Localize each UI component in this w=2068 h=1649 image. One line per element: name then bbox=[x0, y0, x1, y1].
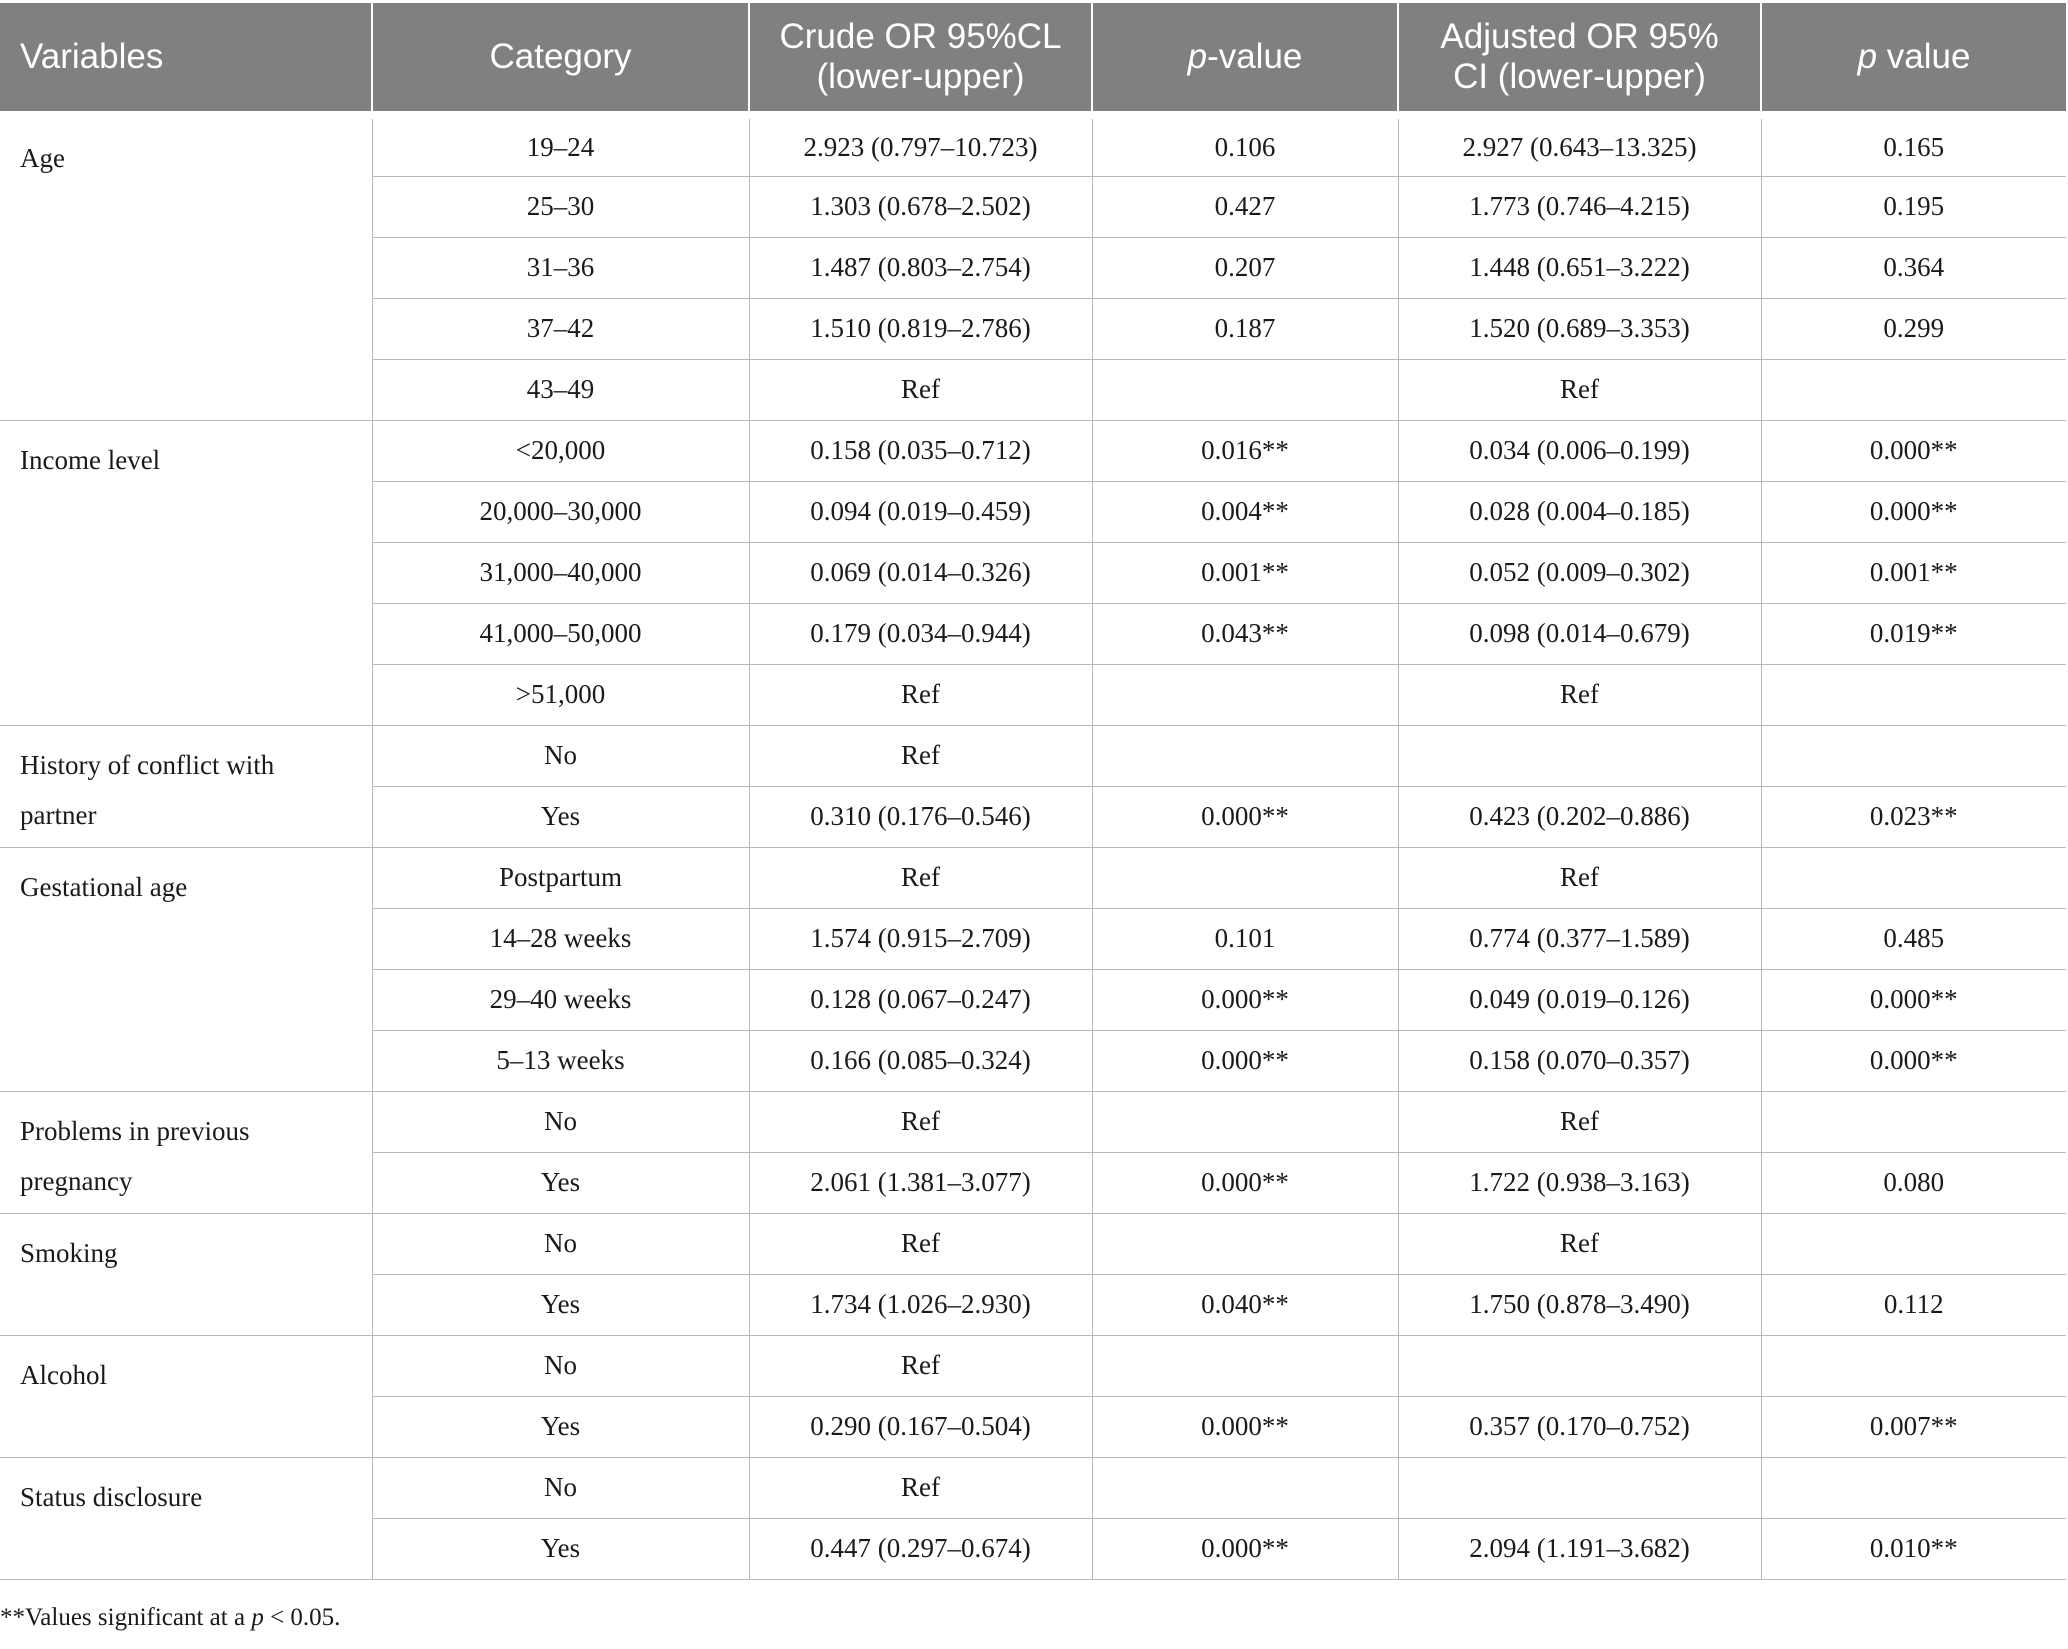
footnote-italic: p bbox=[251, 1604, 264, 1631]
cell-category: Yes bbox=[372, 1152, 749, 1213]
cell-adjusted-or: 1.722 (0.938–3.163) bbox=[1398, 1152, 1761, 1213]
cell-p-value-crude: 0.207 bbox=[1092, 237, 1398, 298]
cell-p-value-crude: 0.427 bbox=[1092, 176, 1398, 237]
header-p1-italic: p bbox=[1187, 37, 1208, 76]
cell-category: 37–42 bbox=[372, 298, 749, 359]
cell-variable: Alcohol bbox=[0, 1335, 372, 1457]
cell-category: No bbox=[372, 725, 749, 786]
cell-adjusted-or: 1.773 (0.746–4.215) bbox=[1398, 176, 1761, 237]
cell-category: No bbox=[372, 1213, 749, 1274]
cell-adjusted-or: 1.750 (0.878–3.490) bbox=[1398, 1274, 1761, 1335]
cell-p-value-adjusted bbox=[1761, 1213, 2066, 1274]
cell-p-value-crude: 0.004** bbox=[1092, 481, 1398, 542]
footnote-prefix: **Values significant at a bbox=[0, 1604, 252, 1631]
cell-crude-or: Ref bbox=[749, 725, 1092, 786]
cell-variable: History of conflict with partner bbox=[0, 725, 372, 847]
cell-adjusted-or: 0.098 (0.014–0.679) bbox=[1398, 603, 1761, 664]
cell-crude-or: 1.734 (1.026–2.930) bbox=[749, 1274, 1092, 1335]
cell-crude-or: 0.069 (0.014–0.326) bbox=[749, 542, 1092, 603]
cell-p-value-adjusted: 0.485 bbox=[1761, 908, 2066, 969]
cell-category: 43–49 bbox=[372, 359, 749, 420]
cell-p-value-adjusted bbox=[1761, 664, 2066, 725]
cell-p-value-crude: 0.000** bbox=[1092, 1396, 1398, 1457]
cell-adjusted-or: 0.158 (0.070–0.357) bbox=[1398, 1030, 1761, 1091]
cell-category: 25–30 bbox=[372, 176, 749, 237]
footnote bbox=[0, 1604, 340, 1632]
cell-p-value-adjusted: 0.299 bbox=[1761, 298, 2066, 359]
results-table-container bbox=[0, 3, 2066, 1580]
cell-category: 5–13 weeks bbox=[372, 1030, 749, 1091]
cell-p-value-adjusted: 0.019** bbox=[1761, 603, 2066, 664]
cell-variable: Income level bbox=[0, 420, 372, 725]
table-row bbox=[0, 847, 2066, 908]
header-crude-or bbox=[749, 3, 1092, 115]
cell-p-value-crude: 0.040** bbox=[1092, 1274, 1398, 1335]
cell-adjusted-or bbox=[1398, 1335, 1761, 1396]
cell-p-value-crude: 0.000** bbox=[1092, 969, 1398, 1030]
cell-category: >51,000 bbox=[372, 664, 749, 725]
cell-p-value-adjusted bbox=[1761, 359, 2066, 420]
cell-adjusted-or bbox=[1398, 725, 1761, 786]
cell-category: 31–36 bbox=[372, 237, 749, 298]
cell-p-value-adjusted: 0.000** bbox=[1761, 969, 2066, 1030]
cell-adjusted-or: 0.028 (0.004–0.185) bbox=[1398, 481, 1761, 542]
table-row bbox=[0, 115, 2066, 176]
cell-crude-or: 0.094 (0.019–0.459) bbox=[749, 481, 1092, 542]
cell-crude-or: 0.290 (0.167–0.504) bbox=[749, 1396, 1092, 1457]
table-row bbox=[0, 725, 2066, 786]
cell-p-value-crude bbox=[1092, 725, 1398, 786]
cell-variable: Age bbox=[0, 115, 372, 420]
cell-variable: Problems in previous pregnancy bbox=[0, 1091, 372, 1213]
cell-crude-or: 0.310 (0.176–0.546) bbox=[749, 786, 1092, 847]
header-p1-rest: -value bbox=[1207, 37, 1303, 76]
cell-crude-or: 0.128 (0.067–0.247) bbox=[749, 969, 1092, 1030]
cell-category: No bbox=[372, 1091, 749, 1152]
cell-category: No bbox=[372, 1457, 749, 1518]
cell-adjusted-or: Ref bbox=[1398, 847, 1761, 908]
odds-ratio-table bbox=[0, 3, 2066, 1580]
cell-category: 14–28 weeks bbox=[372, 908, 749, 969]
cell-category: Yes bbox=[372, 1396, 749, 1457]
cell-adjusted-or: 1.520 (0.689–3.353) bbox=[1398, 298, 1761, 359]
table-row bbox=[0, 1457, 2066, 1518]
cell-p-value-adjusted bbox=[1761, 1335, 2066, 1396]
cell-crude-or: 0.158 (0.035–0.712) bbox=[749, 420, 1092, 481]
cell-p-value-crude: 0.000** bbox=[1092, 786, 1398, 847]
cell-p-value-crude: 0.000** bbox=[1092, 1152, 1398, 1213]
cell-p-value-adjusted: 0.000** bbox=[1761, 420, 2066, 481]
cell-adjusted-or: Ref bbox=[1398, 664, 1761, 725]
cell-adjusted-or: 1.448 (0.651–3.222) bbox=[1398, 237, 1761, 298]
cell-p-value-adjusted: 0.195 bbox=[1761, 176, 2066, 237]
footnote-suffix: < 0.05. bbox=[263, 1604, 341, 1631]
table-row bbox=[0, 420, 2066, 481]
cell-p-value-crude: 0.187 bbox=[1092, 298, 1398, 359]
table-row bbox=[0, 1335, 2066, 1396]
cell-crude-or: Ref bbox=[749, 359, 1092, 420]
cell-p-value-crude bbox=[1092, 1213, 1398, 1274]
cell-category: 19–24 bbox=[372, 115, 749, 176]
cell-p-value-crude bbox=[1092, 359, 1398, 420]
cell-adjusted-or: Ref bbox=[1398, 1091, 1761, 1152]
cell-adjusted-or: 0.049 (0.019–0.126) bbox=[1398, 969, 1761, 1030]
cell-crude-or: 1.487 (0.803–2.754) bbox=[749, 237, 1092, 298]
header-p2-italic: p bbox=[1857, 37, 1878, 76]
cell-p-value-adjusted: 0.364 bbox=[1761, 237, 2066, 298]
cell-p-value-crude: 0.016** bbox=[1092, 420, 1398, 481]
cell-crude-or: 2.923 (0.797–10.723) bbox=[749, 115, 1092, 176]
cell-crude-or: Ref bbox=[749, 1457, 1092, 1518]
cell-p-value-adjusted: 0.023** bbox=[1761, 786, 2066, 847]
cell-crude-or: 0.179 (0.034–0.944) bbox=[749, 603, 1092, 664]
cell-category: Yes bbox=[372, 786, 749, 847]
cell-p-value-crude bbox=[1092, 1091, 1398, 1152]
cell-crude-or: 1.510 (0.819–2.786) bbox=[749, 298, 1092, 359]
table-header-row bbox=[0, 3, 2066, 115]
header-crude-or-line2: (lower-upper) bbox=[816, 57, 1025, 96]
cell-adjusted-or: Ref bbox=[1398, 359, 1761, 420]
cell-p-value-adjusted: 0.080 bbox=[1761, 1152, 2066, 1213]
header-p-value-adjusted bbox=[1761, 3, 2066, 115]
cell-p-value-crude: 0.001** bbox=[1092, 542, 1398, 603]
cell-category: Yes bbox=[372, 1518, 749, 1579]
cell-category: 41,000–50,000 bbox=[372, 603, 749, 664]
cell-p-value-adjusted bbox=[1761, 847, 2066, 908]
cell-crude-or: Ref bbox=[749, 1091, 1092, 1152]
cell-p-value-crude: 0.000** bbox=[1092, 1518, 1398, 1579]
cell-adjusted-or: 0.052 (0.009–0.302) bbox=[1398, 542, 1761, 603]
cell-variable: Status disclosure bbox=[0, 1457, 372, 1579]
header-p-value-crude bbox=[1092, 3, 1398, 115]
cell-p-value-crude bbox=[1092, 1457, 1398, 1518]
table-row bbox=[0, 1213, 2066, 1274]
cell-p-value-crude: 0.101 bbox=[1092, 908, 1398, 969]
cell-crude-or: 1.303 (0.678–2.502) bbox=[749, 176, 1092, 237]
cell-adjusted-or: 2.927 (0.643–13.325) bbox=[1398, 115, 1761, 176]
cell-crude-or: Ref bbox=[749, 1335, 1092, 1396]
cell-p-value-crude: 0.043** bbox=[1092, 603, 1398, 664]
cell-crude-or: 1.574 (0.915–2.709) bbox=[749, 908, 1092, 969]
cell-adjusted-or: 0.423 (0.202–0.886) bbox=[1398, 786, 1761, 847]
header-adjusted-or-line1: Adjusted OR 95% bbox=[1440, 17, 1719, 56]
cell-p-value-crude bbox=[1092, 664, 1398, 725]
cell-adjusted-or: Ref bbox=[1398, 1213, 1761, 1274]
cell-adjusted-or bbox=[1398, 1457, 1761, 1518]
cell-p-value-adjusted bbox=[1761, 725, 2066, 786]
cell-category: 31,000–40,000 bbox=[372, 542, 749, 603]
header-variables: Variables bbox=[0, 3, 372, 115]
cell-adjusted-or: 2.094 (1.191–3.682) bbox=[1398, 1518, 1761, 1579]
cell-category: Postpartum bbox=[372, 847, 749, 908]
cell-adjusted-or: 0.357 (0.170–0.752) bbox=[1398, 1396, 1761, 1457]
cell-p-value-crude bbox=[1092, 1335, 1398, 1396]
cell-p-value-adjusted: 0.000** bbox=[1761, 1030, 2066, 1091]
header-crude-or-line1: Crude OR 95%CL bbox=[779, 17, 1062, 56]
cell-p-value-adjusted: 0.000** bbox=[1761, 481, 2066, 542]
cell-p-value-crude: 0.106 bbox=[1092, 115, 1398, 176]
cell-adjusted-or: 0.774 (0.377–1.589) bbox=[1398, 908, 1761, 969]
cell-p-value-adjusted bbox=[1761, 1091, 2066, 1152]
cell-p-value-adjusted: 0.112 bbox=[1761, 1274, 2066, 1335]
header-adjusted-or-line2: CI (lower-upper) bbox=[1453, 57, 1706, 96]
cell-adjusted-or: 0.034 (0.006–0.199) bbox=[1398, 420, 1761, 481]
header-adjusted-or bbox=[1398, 3, 1761, 115]
cell-variable: Gestational age bbox=[0, 847, 372, 1091]
cell-crude-or: Ref bbox=[749, 664, 1092, 725]
cell-category: No bbox=[372, 1335, 749, 1396]
cell-variable: Smoking bbox=[0, 1213, 372, 1335]
header-p2-rest: value bbox=[1877, 37, 1971, 76]
cell-p-value-adjusted bbox=[1761, 1457, 2066, 1518]
cell-category: Yes bbox=[372, 1274, 749, 1335]
header-category: Category bbox=[372, 3, 749, 115]
cell-crude-or: 0.447 (0.297–0.674) bbox=[749, 1518, 1092, 1579]
cell-p-value-crude: 0.000** bbox=[1092, 1030, 1398, 1091]
cell-p-value-adjusted: 0.165 bbox=[1761, 115, 2066, 176]
cell-p-value-adjusted: 0.001** bbox=[1761, 542, 2066, 603]
table-body bbox=[0, 115, 2066, 1579]
cell-crude-or: 0.166 (0.085–0.324) bbox=[749, 1030, 1092, 1091]
cell-category: 29–40 weeks bbox=[372, 969, 749, 1030]
cell-category: 20,000–30,000 bbox=[372, 481, 749, 542]
cell-crude-or: 2.061 (1.381–3.077) bbox=[749, 1152, 1092, 1213]
table-row bbox=[0, 1091, 2066, 1152]
cell-p-value-adjusted: 0.010** bbox=[1761, 1518, 2066, 1579]
cell-crude-or: Ref bbox=[749, 847, 1092, 908]
cell-category: <20,000 bbox=[372, 420, 749, 481]
cell-crude-or: Ref bbox=[749, 1213, 1092, 1274]
cell-p-value-adjusted: 0.007** bbox=[1761, 1396, 2066, 1457]
cell-p-value-crude bbox=[1092, 847, 1398, 908]
